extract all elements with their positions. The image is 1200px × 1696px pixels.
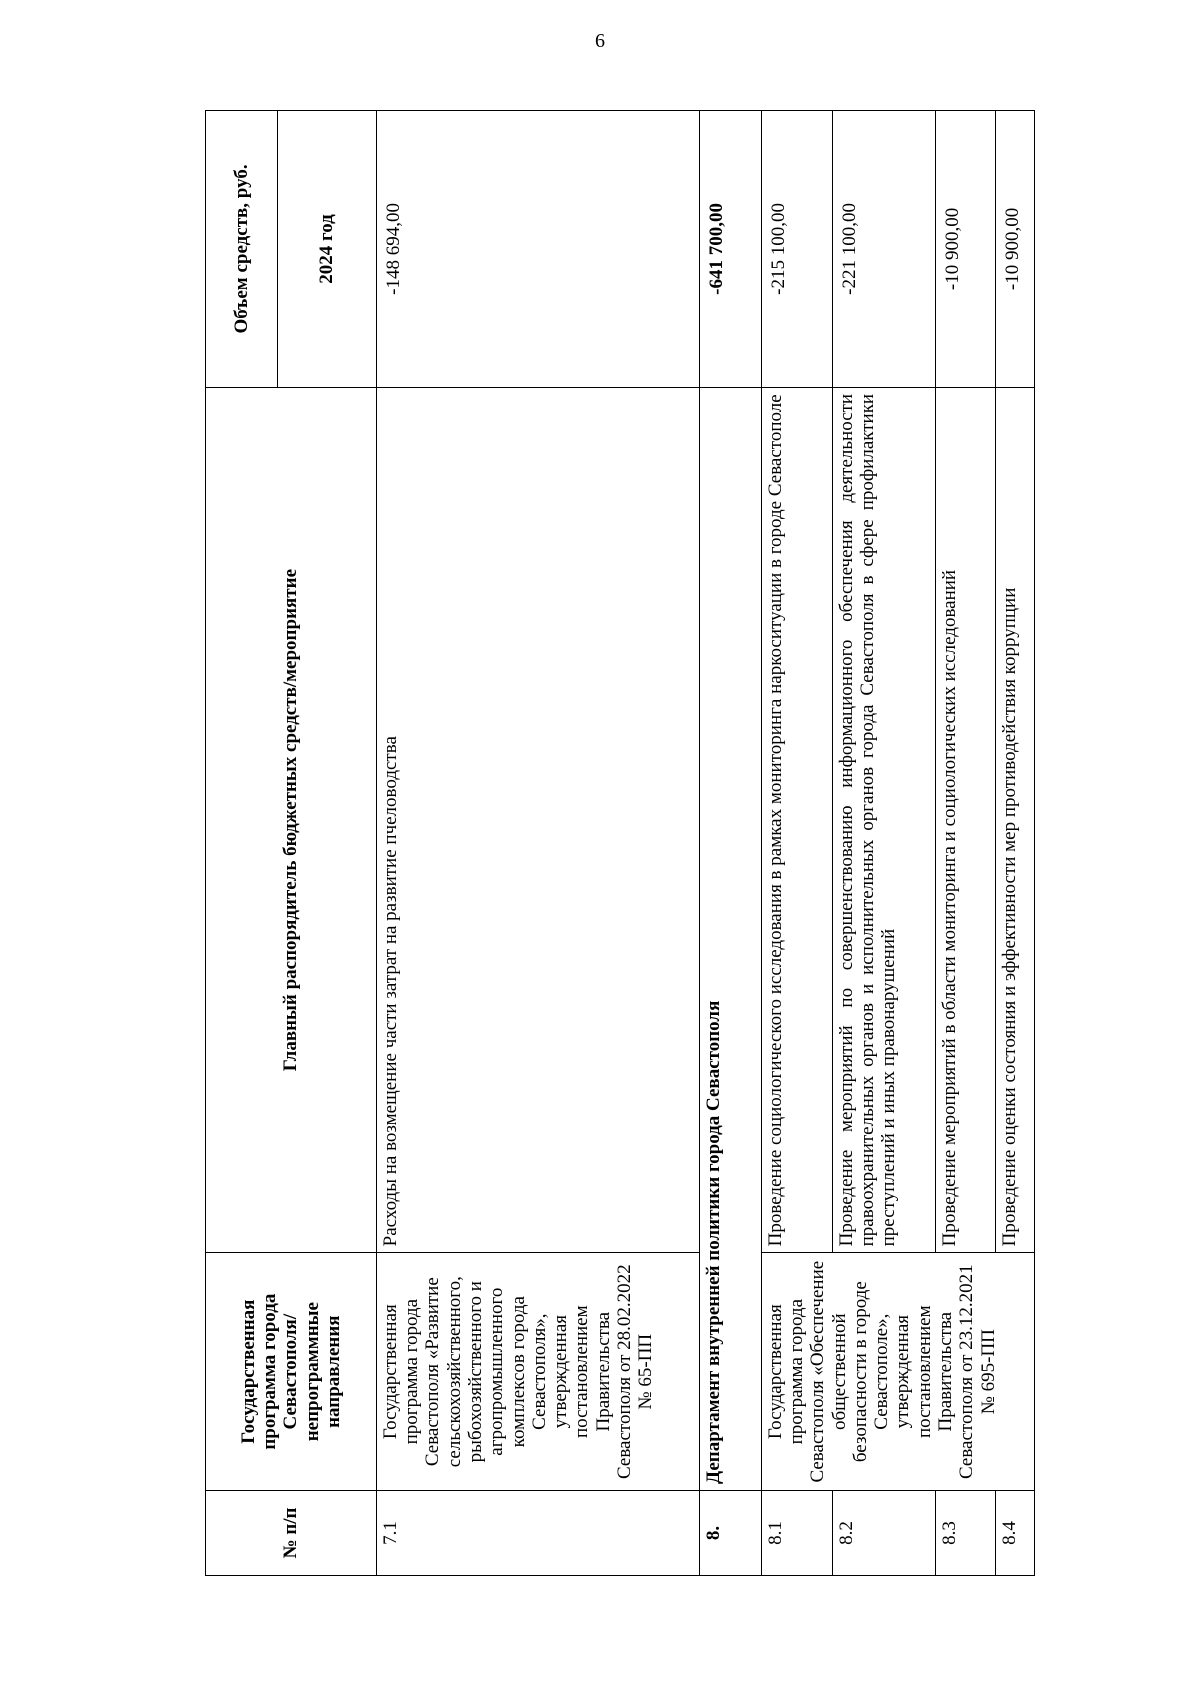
header-activity: Главный распорядитель бюджетных средств/мероприятие bbox=[206, 387, 377, 1252]
table-row bbox=[376, 111, 699, 1576]
table-row bbox=[761, 111, 832, 1576]
row-num: 7.1 bbox=[376, 1490, 699, 1575]
header-year: 2024 год bbox=[278, 111, 377, 388]
header-program: Государственная программа города Севастополя/ непрограммные направления bbox=[206, 1253, 377, 1491]
row-num: 8.1 bbox=[761, 1490, 832, 1575]
row-num: 8.4 bbox=[996, 1490, 1035, 1575]
row-program: Государственная программа города Севастополя «Обеспечение общественной безопасности в городе Севастополе», утвержденная постановлением Правительства Севастополя от 23.12.2021 № 695-ПП bbox=[761, 1253, 1034, 1491]
rotated-table-container bbox=[205, 110, 1035, 1576]
row-activity: Проведение мероприятий в области мониторинга и социологических исследований bbox=[936, 387, 996, 1252]
row-amount: -221 100,00 bbox=[832, 111, 935, 388]
row-activity: Расходы на возмещение части затрат на развитие пчеловодства bbox=[376, 387, 699, 1252]
row-amount: -215 100,00 bbox=[761, 111, 832, 388]
row-activity: Проведение мероприятий по совершенствованию информационного обеспечения деятельности правоохранительных органов и исполнительных органов города Севастополя в сфере профилактики преступлений и иных правонарушений bbox=[832, 387, 935, 1252]
row-amount: -148 694,00 bbox=[376, 111, 699, 388]
row-amount: -641 700,00 bbox=[699, 111, 761, 388]
row-num: 8.3 bbox=[936, 1490, 996, 1575]
row-program: Государственная программа города Севастополя «Развитие сельскохозяйственного, рыбохозяйственного и агропромышленного комплексов города Севастополя», утвержденная постановлением Правительства Севастополя от 28.02.2022 № 65-ПП bbox=[376, 1253, 699, 1491]
row-num: 8.2 bbox=[832, 1490, 935, 1575]
header-row-top bbox=[206, 111, 278, 1576]
row-amount: -10 900,00 bbox=[936, 111, 996, 388]
header-volume: Объем средств, руб. bbox=[206, 111, 278, 388]
department-name: Департамент внутренней политики города Севастополя bbox=[699, 387, 761, 1490]
department-row bbox=[699, 111, 761, 1576]
page-number: 6 bbox=[595, 30, 605, 52]
row-activity: Проведение оценки состояния и эффективности мер противодействия коррупции bbox=[996, 387, 1035, 1252]
budget-table bbox=[205, 110, 1035, 1576]
row-amount: -10 900,00 bbox=[996, 111, 1035, 388]
row-activity: Проведение социологического исследования в рамках мониторинга наркоситуации в городе Севастополе bbox=[761, 387, 832, 1252]
row-num: 8. bbox=[699, 1490, 761, 1575]
header-num: № п/п bbox=[206, 1490, 377, 1575]
